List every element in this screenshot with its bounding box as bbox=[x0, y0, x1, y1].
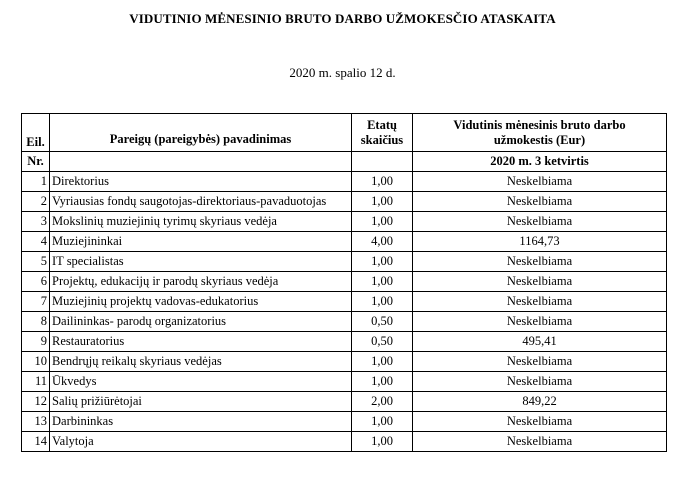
row-average-salary: Neskelbiama bbox=[413, 192, 667, 212]
table-row bbox=[22, 292, 667, 312]
row-number: 1 bbox=[22, 172, 50, 192]
row-position-name: Muziejinių projektų vadovas-edukatorius bbox=[50, 292, 352, 312]
row-positions-count: 4,00 bbox=[352, 232, 413, 252]
row-average-salary: Neskelbiama bbox=[413, 312, 667, 332]
header-etatu-line2: skaičius bbox=[360, 132, 404, 147]
header-salary-line1: Vidutinis mėnesinis bruto darbo bbox=[453, 117, 626, 132]
row-positions-count: 1,00 bbox=[352, 272, 413, 292]
header-salary-line2: užmokestis (Eur) bbox=[493, 132, 586, 147]
row-position-name: Ūkvedys bbox=[50, 372, 352, 392]
row-number: 11 bbox=[22, 372, 50, 392]
row-average-salary: Neskelbiama bbox=[413, 432, 667, 452]
header-etatu-line1: Etatų bbox=[367, 117, 397, 132]
row-average-salary: Neskelbiama bbox=[413, 212, 667, 232]
table-row bbox=[22, 212, 667, 232]
table-row bbox=[22, 232, 667, 252]
row-positions-count: 1,00 bbox=[352, 172, 413, 192]
row-positions-count: 0,50 bbox=[352, 332, 413, 352]
table-row bbox=[22, 252, 667, 272]
row-number: 10 bbox=[22, 352, 50, 372]
row-number: 3 bbox=[22, 212, 50, 232]
row-positions-count: 1,00 bbox=[352, 432, 413, 452]
row-number: 14 bbox=[22, 432, 50, 452]
row-average-salary: Neskelbiama bbox=[413, 272, 667, 292]
row-average-salary: Neskelbiama bbox=[413, 352, 667, 372]
row-number: 9 bbox=[22, 332, 50, 352]
header-nr: Nr. bbox=[22, 152, 50, 172]
row-positions-count: 1,00 bbox=[352, 252, 413, 272]
row-positions-count: 1,00 bbox=[352, 352, 413, 372]
header-position-name: Pareigų (pareigybės) pavadinimas bbox=[50, 114, 352, 152]
row-position-name: Direktorius bbox=[50, 172, 352, 192]
header-average-salary bbox=[413, 114, 667, 152]
header-empty-etatu bbox=[352, 152, 413, 172]
row-average-salary: Neskelbiama bbox=[413, 372, 667, 392]
row-position-name: Projektų, edukacijų ir parodų skyriaus vedėja bbox=[50, 272, 352, 292]
table-row bbox=[22, 392, 667, 412]
table-row bbox=[22, 372, 667, 392]
row-position-name: Salių prižiūrėtojai bbox=[50, 392, 352, 412]
table-row bbox=[22, 272, 667, 292]
row-position-name: Muziejininkai bbox=[50, 232, 352, 252]
header-period: 2020 m. 3 ketvirtis bbox=[413, 152, 667, 172]
header-eil: Eil. bbox=[22, 114, 50, 152]
row-average-salary: Neskelbiama bbox=[413, 412, 667, 432]
header-positions-count bbox=[352, 114, 413, 152]
row-average-salary: Neskelbiama bbox=[413, 252, 667, 272]
table-row bbox=[22, 332, 667, 352]
row-number: 12 bbox=[22, 392, 50, 412]
table-row bbox=[22, 432, 667, 452]
row-number: 8 bbox=[22, 312, 50, 332]
row-average-salary: 1164,73 bbox=[413, 232, 667, 252]
row-average-salary: Neskelbiama bbox=[413, 292, 667, 312]
table-header-row bbox=[22, 114, 667, 152]
row-position-name: Bendrųjų reikalų skyriaus vedėjas bbox=[50, 352, 352, 372]
row-positions-count: 1,00 bbox=[352, 292, 413, 312]
salary-table bbox=[21, 113, 667, 452]
table-row bbox=[22, 172, 667, 192]
row-position-name: Vyriausias fondų saugotojas-direktoriaus-pavaduotojas bbox=[50, 192, 352, 212]
row-positions-count: 1,00 bbox=[352, 192, 413, 212]
header-empty-name bbox=[50, 152, 352, 172]
row-number: 7 bbox=[22, 292, 50, 312]
document-title: VIDUTINIO MĖNESINIO BRUTO DARBO UŽMOKESČIO ATASKAITA bbox=[129, 11, 556, 26]
row-positions-count: 1,00 bbox=[352, 372, 413, 392]
row-average-salary: 495,41 bbox=[413, 332, 667, 352]
row-positions-count: 1,00 bbox=[352, 412, 413, 432]
row-number: 6 bbox=[22, 272, 50, 292]
table-row bbox=[22, 312, 667, 332]
row-position-name: Darbininkas bbox=[50, 412, 352, 432]
row-position-name: Valytoja bbox=[50, 432, 352, 452]
row-number: 2 bbox=[22, 192, 50, 212]
row-positions-count: 2,00 bbox=[352, 392, 413, 412]
row-number: 13 bbox=[22, 412, 50, 432]
row-positions-count: 1,00 bbox=[352, 212, 413, 232]
row-number: 5 bbox=[22, 252, 50, 272]
row-average-salary: Neskelbiama bbox=[413, 172, 667, 192]
row-position-name: Dailininkas- parodų organizatorius bbox=[50, 312, 352, 332]
table-row bbox=[22, 352, 667, 372]
row-number: 4 bbox=[22, 232, 50, 252]
row-position-name: Mokslinių muziejinių tyrimų skyriaus vedėja bbox=[50, 212, 352, 232]
row-positions-count: 0,50 bbox=[352, 312, 413, 332]
table-subheader-row bbox=[22, 152, 667, 172]
row-average-salary: 849,22 bbox=[413, 392, 667, 412]
row-position-name: IT specialistas bbox=[50, 252, 352, 272]
document-date: 2020 m. spalio 12 d. bbox=[289, 65, 396, 80]
table-row bbox=[22, 412, 667, 432]
row-position-name: Restauratorius bbox=[50, 332, 352, 352]
table-row bbox=[22, 192, 667, 212]
